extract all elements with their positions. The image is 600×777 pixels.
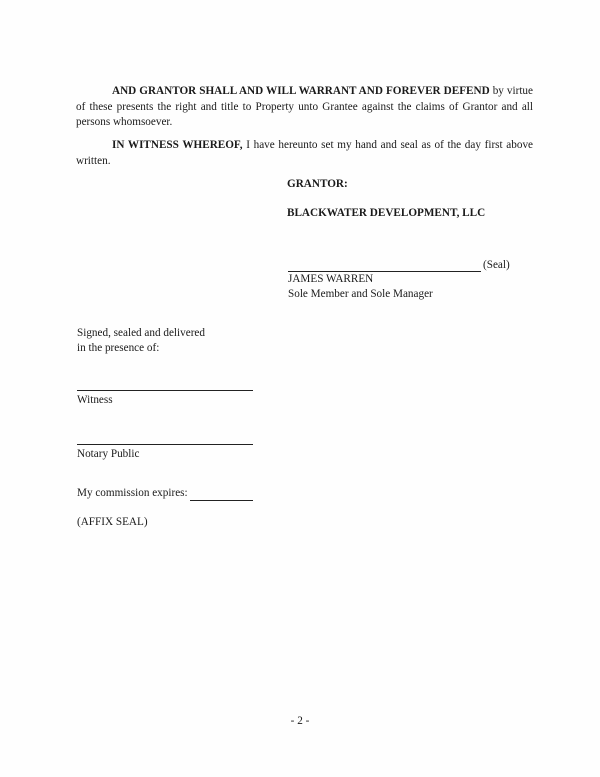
- commission-date-line: [190, 500, 253, 501]
- warrant-paragraph: [76, 84, 533, 131]
- affix-seal-label: (AFFIX SEAL): [77, 516, 148, 528]
- signer-name: JAMES WARREN: [288, 273, 374, 285]
- presence-of-line: in the presence of:: [77, 342, 160, 354]
- signed-sealed-line: Signed, sealed and delivered: [77, 327, 205, 339]
- signer-title: Sole Member and Sole Manager: [288, 288, 433, 300]
- warrant-lead: AND GRANTOR SHALL AND WILL WARRANT AND FOREVER DEFEND: [112, 85, 490, 97]
- witness-whereof-body: I have hereunto set my hand and seal as of the day first above written.: [76, 139, 534, 167]
- grantor-company: BLACKWATER DEVELOPMENT, LLC: [287, 207, 486, 219]
- witness-whereof-paragraph: [76, 138, 533, 169]
- witness-whereof-lead: IN WITNESS WHEREOF,: [112, 139, 243, 151]
- witness-label: Witness: [77, 394, 113, 406]
- warrant-body: by virtue of these presents the right and title to Property unto Grantee against the claims of Grantor and all persons whomsoever.: [76, 85, 533, 128]
- notary-label: Notary Public: [77, 448, 140, 460]
- grantor-signature-line: [288, 271, 481, 272]
- grantor-heading: GRANTOR:: [287, 178, 348, 190]
- page-number: - 2 -: [290, 715, 310, 727]
- notary-signature-line: [77, 444, 253, 445]
- commission-label: My commission expires:: [77, 487, 188, 499]
- seal-label: (Seal): [483, 259, 510, 271]
- witness-signature-line: [77, 390, 253, 391]
